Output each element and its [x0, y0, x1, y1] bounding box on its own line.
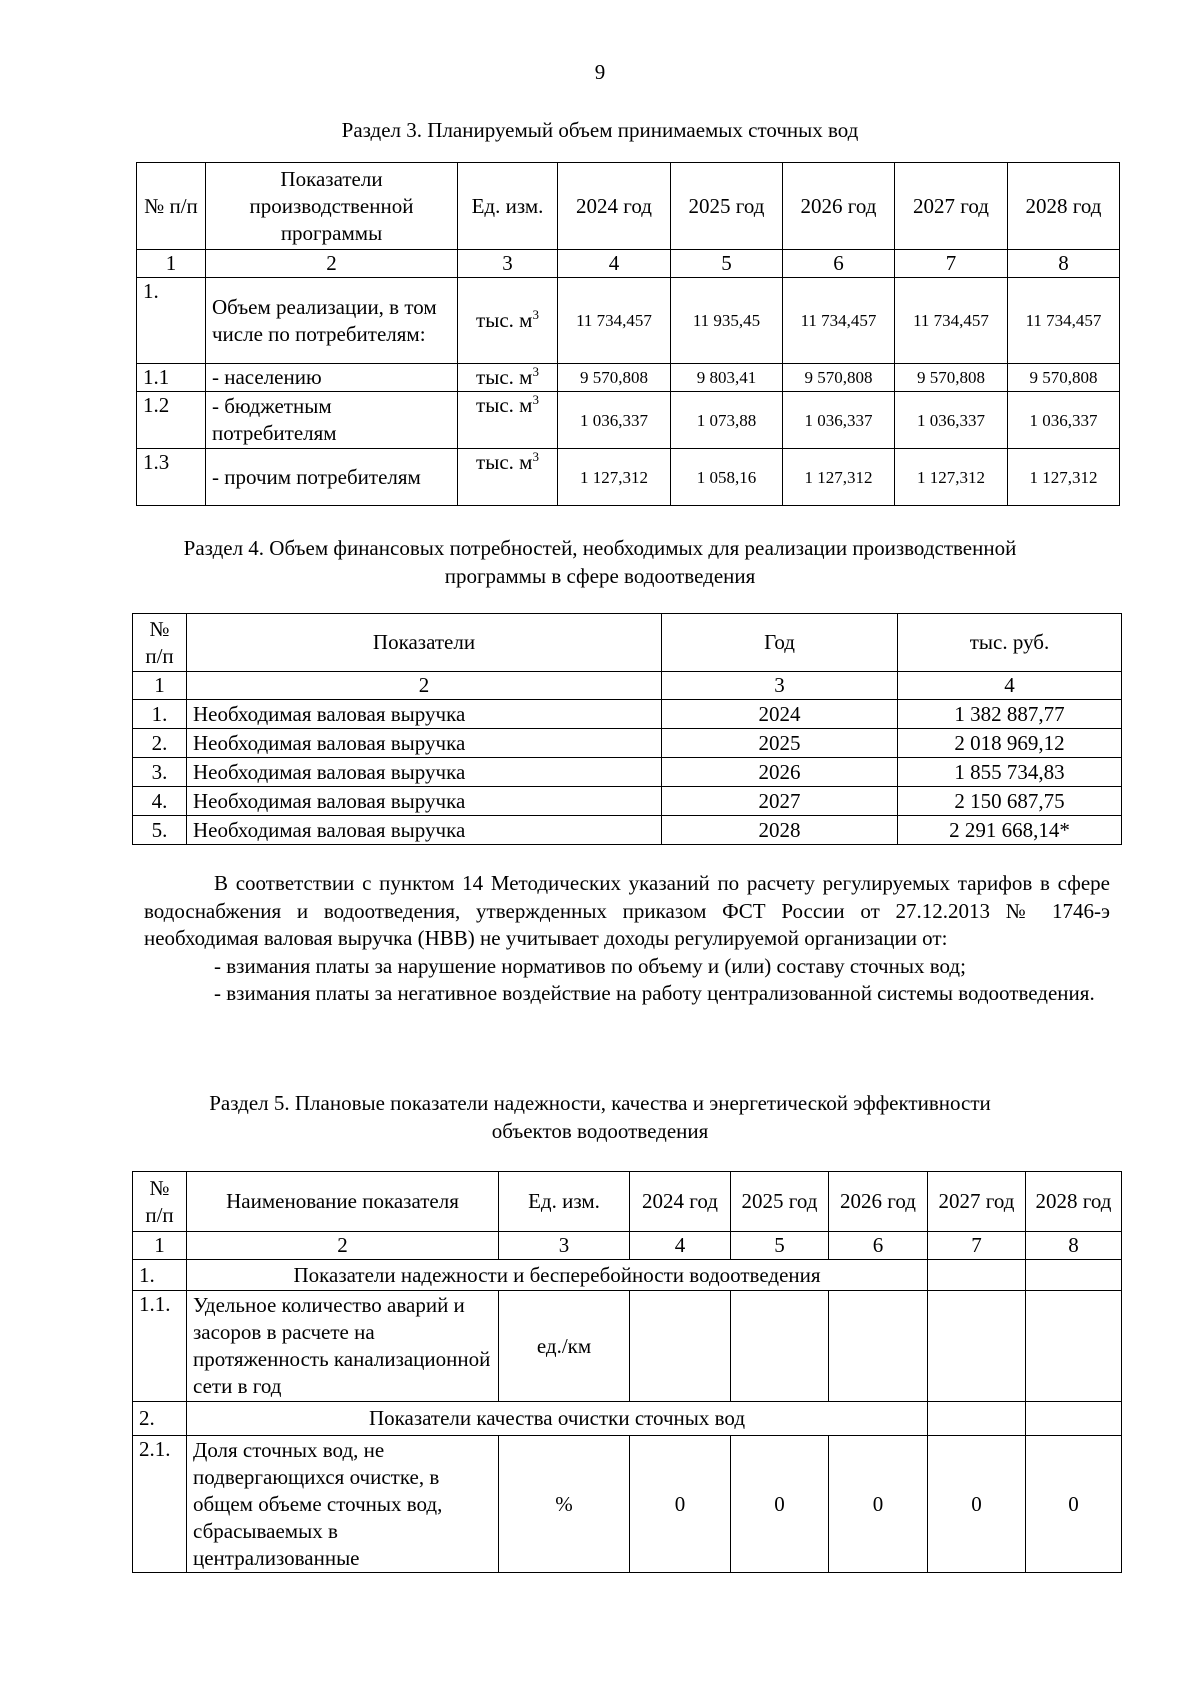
col-number: 2: [187, 672, 662, 700]
value-2026: 11 734,457: [783, 278, 895, 364]
col-number: 1: [133, 672, 187, 700]
value-2024: 1 036,337: [558, 392, 671, 449]
col-number: 7: [895, 250, 1008, 278]
header-unit: Ед. изм.: [458, 163, 558, 250]
value-2027: 11 734,457: [895, 278, 1008, 364]
header-num: № п/п: [137, 163, 206, 250]
col-number: 8: [1008, 250, 1120, 278]
section5-table: [132, 1171, 1122, 1573]
column-number-row: [133, 1232, 1122, 1260]
row-name: Необходимая валовая выручка: [187, 700, 662, 729]
col-number: 6: [829, 1232, 928, 1260]
row-num: 1.: [133, 1260, 187, 1291]
header-num: № п/п: [133, 1172, 187, 1232]
table-row: [133, 1291, 1122, 1402]
table-row: [133, 1436, 1122, 1573]
row-name: - прочим потребителям: [206, 449, 458, 506]
value-2024: 11 734,457: [558, 278, 671, 364]
table-row: [137, 392, 1120, 449]
group-title: Показатели надежности и бесперебойности водоотведения: [187, 1260, 928, 1291]
row-num: 1.2: [137, 392, 206, 449]
table-row: [137, 364, 1120, 392]
value-2025: 1 073,88: [671, 392, 783, 449]
header-2028: 2028 год: [1008, 163, 1120, 250]
row-unit: [458, 449, 558, 506]
row-year: 2025: [662, 729, 898, 758]
col-number: 7: [928, 1232, 1026, 1260]
col-number: 4: [558, 250, 671, 278]
value-2024: 0: [630, 1436, 731, 1573]
section5-title-line1: Раздел 5. Плановые показатели надежности, качества и энергетической эффективности: [209, 1091, 991, 1115]
paragraph-item1: - взимания платы за нарушение нормативов по объему и (или) составу сточных вод;: [214, 953, 966, 978]
row-unit: ед./км: [499, 1291, 630, 1402]
empty-cell: [1026, 1291, 1122, 1402]
table-row: [133, 816, 1122, 845]
section4-table: [132, 613, 1122, 845]
empty-cell: [630, 1291, 731, 1402]
row-value: 1 855 734,83: [898, 758, 1122, 787]
value-2024: 1 127,312: [558, 449, 671, 506]
empty-cell: [829, 1291, 928, 1402]
row-name: Доля сточных вод, не подвергающихся очистке, в общем объеме сточных вод, сбрасываемых в централизованные: [187, 1436, 499, 1573]
header-unit: Ед. изм.: [499, 1172, 630, 1232]
value-2025: 9 803,41: [671, 364, 783, 392]
col-number: 2: [187, 1232, 499, 1260]
col-number: 3: [662, 672, 898, 700]
group-row: [133, 1260, 1122, 1291]
explanatory-paragraph: [144, 870, 1110, 1008]
unit-sup: 3: [532, 364, 539, 379]
header-2028: 2028 год: [1026, 1172, 1122, 1232]
empty-cell: [928, 1291, 1026, 1402]
row-value: 2 150 687,75: [898, 787, 1122, 816]
header-2025: 2025 год: [731, 1172, 829, 1232]
paragraph-item2: - взимания платы за негативное воздействие на работу централизованной системы водоотведения.: [214, 981, 1095, 1005]
header-amount: тыс. руб.: [898, 614, 1122, 672]
value-2027: 0: [928, 1436, 1026, 1573]
value-2028: 9 570,808: [1008, 364, 1120, 392]
row-num: 1.1.: [133, 1291, 187, 1402]
table-header-row: [133, 614, 1122, 672]
row-num: 5.: [133, 816, 187, 845]
row-num: 1.1: [137, 364, 206, 392]
empty-cell: [928, 1260, 1026, 1291]
table-row: [133, 758, 1122, 787]
header-num: № п/п: [133, 614, 187, 672]
section3-table: [136, 162, 1120, 506]
row-num: 2.: [133, 729, 187, 758]
value-2027: 1 127,312: [895, 449, 1008, 506]
header-2025: 2025 год: [671, 163, 783, 250]
paragraph-main: В соответствии с пунктом 14 Методических указаний по расчету регулируемых тарифов в сфере водоснабжения и водоотведения, утвержденных приказом ФСТ России от 27.12.2013 № 1746-э необходимая валовая выручка (НВВ) не учитывает доходы регулируемой организации от:: [144, 871, 1110, 950]
section3-title: Раздел 3. Планируемый объем принимаемых сточных вод: [341, 118, 859, 142]
row-unit: [458, 392, 558, 449]
header-indicator: Показатели: [187, 614, 662, 672]
row-unit: %: [499, 1436, 630, 1573]
header-2027: 2027 год: [928, 1172, 1026, 1232]
value-2028: 0: [1026, 1436, 1122, 1573]
section5-title-line2: объектов водоотведения: [491, 1119, 709, 1143]
empty-cell: [1026, 1402, 1122, 1436]
value-2024: 9 570,808: [558, 364, 671, 392]
section4-title-line2: программы в сфере водоотведения: [444, 564, 756, 588]
header-indicator: Показатели производственной программы: [206, 163, 458, 250]
row-name: Необходимая валовая выручка: [187, 729, 662, 758]
value-2028: 11 734,457: [1008, 278, 1120, 364]
value-2027: 9 570,808: [895, 364, 1008, 392]
table-row: [133, 787, 1122, 816]
col-number: 6: [783, 250, 895, 278]
unit-sup: 3: [532, 392, 539, 407]
col-number: 1: [137, 250, 206, 278]
row-name: Необходимая валовая выручка: [187, 758, 662, 787]
row-year: 2026: [662, 758, 898, 787]
row-num: 2.: [133, 1402, 187, 1436]
unit-sup: 3: [532, 307, 539, 322]
row-name: Необходимая валовая выручка: [187, 787, 662, 816]
empty-cell: [928, 1402, 1026, 1436]
value-2025: 0: [731, 1436, 829, 1573]
column-number-row: [137, 250, 1120, 278]
row-value: 2 291 668,14*: [898, 816, 1122, 845]
row-unit: [458, 278, 558, 364]
empty-cell: [1026, 1260, 1122, 1291]
header-year: Год: [662, 614, 898, 672]
table-row: [137, 278, 1120, 364]
row-name: Объем реализации, в том числе по потребителям:: [206, 278, 458, 364]
section4-title-line1: Раздел 4. Объем финансовых потребностей, необходимых для реализации производственной: [183, 536, 1017, 560]
value-2027: 1 036,337: [895, 392, 1008, 449]
value-2026: 1 127,312: [783, 449, 895, 506]
header-2024: 2024 год: [630, 1172, 731, 1232]
col-number: 3: [458, 250, 558, 278]
row-name: Необходимая валовая выручка: [187, 816, 662, 845]
value-2025: 1 058,16: [671, 449, 783, 506]
unit-text: тыс. м: [476, 308, 533, 332]
value-2026: 1 036,337: [783, 392, 895, 449]
col-number: 4: [630, 1232, 731, 1260]
col-number: 5: [671, 250, 783, 278]
col-number: 8: [1026, 1232, 1122, 1260]
value-2028: 1 127,312: [1008, 449, 1120, 506]
header-2027: 2027 год: [895, 163, 1008, 250]
value-2028: 1 036,337: [1008, 392, 1120, 449]
page-number: 9: [594, 60, 606, 84]
header-2024: 2024 год: [558, 163, 671, 250]
row-num: 1.: [133, 700, 187, 729]
row-name: Удельное количество аварий и засоров в расчете на протяженность канализационной сети в год: [187, 1291, 499, 1402]
row-year: 2028: [662, 816, 898, 845]
col-number: 1: [133, 1232, 187, 1260]
row-name: - бюджетным потребителям: [206, 392, 458, 449]
table-header-row: [133, 1172, 1122, 1232]
header-2026: 2026 год: [829, 1172, 928, 1232]
value-2025: 11 935,45: [671, 278, 783, 364]
table-header-row: [137, 163, 1120, 250]
value-2026: 9 570,808: [783, 364, 895, 392]
col-number: 5: [731, 1232, 829, 1260]
row-year: 2024: [662, 700, 898, 729]
unit-sup: 3: [532, 449, 539, 464]
col-number: 2: [206, 250, 458, 278]
header-indicator: Наименование показателя: [187, 1172, 499, 1232]
row-num: 3.: [133, 758, 187, 787]
row-num: 4.: [133, 787, 187, 816]
unit-text: тыс. м: [476, 393, 533, 417]
table-row: [133, 700, 1122, 729]
table-row: [133, 729, 1122, 758]
row-year: 2027: [662, 787, 898, 816]
header-2026: 2026 год: [783, 163, 895, 250]
group-row: [133, 1402, 1122, 1436]
row-num: 1.: [137, 278, 206, 364]
empty-cell: [731, 1291, 829, 1402]
value-2026: 0: [829, 1436, 928, 1573]
unit-text: тыс. м: [476, 450, 533, 474]
row-unit: [458, 364, 558, 392]
row-name: - населению: [206, 364, 458, 392]
row-num: 1.3: [137, 449, 206, 506]
row-value: 2 018 969,12: [898, 729, 1122, 758]
col-number: 4: [898, 672, 1122, 700]
row-num: 2.1.: [133, 1436, 187, 1573]
unit-text: тыс. м: [476, 365, 533, 389]
row-value: 1 382 887,77: [898, 700, 1122, 729]
group-title: Показатели качества очистки сточных вод: [187, 1402, 928, 1436]
table-row: [137, 449, 1120, 506]
column-number-row: [133, 672, 1122, 700]
col-number: 3: [499, 1232, 630, 1260]
